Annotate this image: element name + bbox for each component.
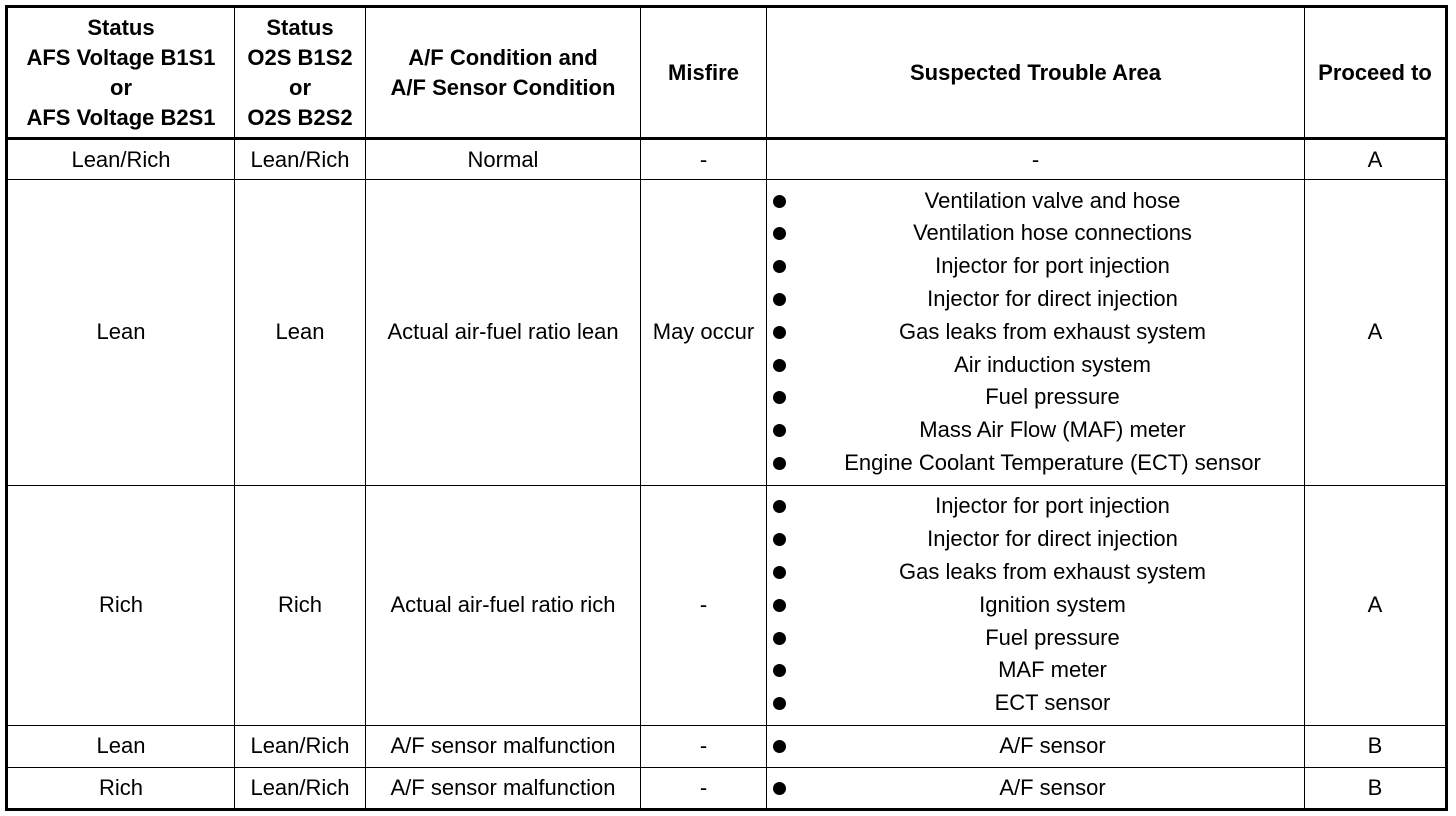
cell-proceed-to: A: [1305, 180, 1447, 485]
trouble-area-list: [770, 772, 1301, 805]
cell-o2s: Lean/Rich: [235, 725, 366, 767]
header-line: A/F Sensor Condition: [390, 74, 616, 100]
trouble-area-text: Air induction system: [954, 351, 1151, 377]
header-af-condition: [366, 7, 641, 139]
header-line: AFS Voltage B1S1: [26, 44, 216, 70]
list-item: [770, 490, 1301, 523]
cell-af-condition: A/F sensor malfunction: [366, 725, 641, 767]
trouble-area-text: Mass Air Flow (MAF) meter: [919, 417, 1186, 443]
bullet-icon: [773, 326, 786, 339]
bullet-icon: [773, 697, 786, 710]
list-item: [770, 687, 1301, 720]
cell-misfire: -: [641, 725, 767, 767]
list-item: [770, 185, 1301, 218]
list-item: [770, 772, 1301, 805]
table-header: [7, 7, 1447, 139]
trouble-area-text: ECT sensor: [994, 690, 1111, 716]
trouble-area-text: Ignition system: [979, 591, 1126, 617]
list-item: [770, 523, 1301, 556]
header-suspected-area: Suspected Trouble Area: [767, 7, 1305, 139]
trouble-area-text: Injector for direct injection: [927, 526, 1178, 552]
cell-misfire: May occur: [641, 180, 767, 485]
trouble-area-text: A/F sensor: [999, 774, 1106, 800]
cell-o2s: Lean/Rich: [235, 767, 366, 809]
list-item: [770, 283, 1301, 316]
header-line: or: [110, 74, 132, 100]
header-afs-voltage: [7, 7, 235, 139]
cell-afs-voltage: Rich: [7, 485, 235, 725]
cell-misfire: -: [641, 767, 767, 809]
trouble-area-text: Ventilation valve and hose: [924, 187, 1181, 213]
bullet-icon: [773, 424, 786, 437]
header-line: A/F Condition and: [408, 44, 598, 70]
trouble-area-text: Injector for port injection: [935, 493, 1170, 519]
trouble-area-text: Gas leaks from exhaust system: [899, 558, 1206, 584]
bullet-icon: [773, 599, 786, 612]
cell-suspected-area: [767, 180, 1305, 485]
trouble-area-text: Fuel pressure: [985, 384, 1120, 410]
cell-afs-voltage: Lean: [7, 180, 235, 485]
cell-o2s: Lean: [235, 180, 366, 485]
header-line: Status: [87, 14, 155, 40]
header-line: O2S B1S2: [247, 44, 353, 70]
cell-proceed-to: A: [1305, 139, 1447, 180]
list-item: [770, 250, 1301, 283]
cell-proceed-to: B: [1305, 725, 1447, 767]
list-item: [770, 654, 1301, 687]
bullet-icon: [773, 195, 786, 208]
header-o2s: [235, 7, 366, 139]
table-row: [7, 725, 1447, 767]
list-item: [770, 447, 1301, 480]
list-item: [770, 622, 1301, 655]
table-row: [7, 767, 1447, 809]
bullet-icon: [773, 457, 786, 470]
list-item: [770, 414, 1301, 447]
trouble-area-text: Engine Coolant Temperature (ECT) sensor: [844, 450, 1261, 476]
bullet-icon: [773, 566, 786, 579]
diagnosis-table: [5, 5, 1448, 811]
list-item: [770, 316, 1301, 349]
trouble-area-text: Ventilation hose connections: [913, 220, 1192, 246]
cell-o2s: Rich: [235, 485, 366, 725]
cell-suspected-area: [767, 485, 1305, 725]
cell-af-condition: Normal: [366, 139, 641, 180]
cell-afs-voltage: Lean: [7, 725, 235, 767]
cell-suspected-area: -: [767, 139, 1305, 180]
cell-af-condition: Actual air-fuel ratio rich: [366, 485, 641, 725]
trouble-area-text: Gas leaks from exhaust system: [899, 318, 1206, 344]
bullet-icon: [773, 632, 786, 645]
table-row: [7, 485, 1447, 725]
trouble-area-list: [770, 185, 1301, 480]
list-item: [770, 556, 1301, 589]
bullet-icon: [773, 533, 786, 546]
table-row: [7, 139, 1447, 180]
cell-af-condition: Actual air-fuel ratio lean: [366, 180, 641, 485]
header-line: AFS Voltage B2S1: [26, 104, 216, 130]
header-row: [7, 7, 1447, 139]
bullet-icon: [773, 782, 786, 795]
bullet-icon: [773, 664, 786, 677]
table-row: [7, 180, 1447, 485]
trouble-area-list: [770, 730, 1301, 763]
bullet-icon: [773, 391, 786, 404]
cell-af-condition: A/F sensor malfunction: [366, 767, 641, 809]
cell-proceed-to: A: [1305, 485, 1447, 725]
header-line: Status: [266, 14, 334, 40]
trouble-area-text: Injector for direct injection: [927, 286, 1178, 312]
list-item: [770, 217, 1301, 250]
header-proceed-to: Proceed to: [1305, 7, 1447, 139]
trouble-area-text: MAF meter: [998, 657, 1107, 683]
trouble-area-text: A/F sensor: [999, 732, 1106, 758]
bullet-icon: [773, 260, 786, 273]
cell-afs-voltage: Lean/Rich: [7, 139, 235, 180]
bullet-icon: [773, 227, 786, 240]
list-item: [770, 381, 1301, 414]
bullet-icon: [773, 293, 786, 306]
cell-misfire: -: [641, 485, 767, 725]
header-misfire: Misfire: [641, 7, 767, 139]
bullet-icon: [773, 740, 786, 753]
cell-misfire: -: [641, 139, 767, 180]
cell-afs-voltage: Rich: [7, 767, 235, 809]
trouble-area-list: [770, 490, 1301, 720]
header-line: O2S B2S2: [247, 104, 353, 130]
table-body: [7, 139, 1447, 810]
trouble-area-text: Injector for port injection: [935, 253, 1170, 279]
list-item: [770, 589, 1301, 622]
list-item: [770, 349, 1301, 382]
cell-suspected-area: [767, 767, 1305, 809]
cell-proceed-to: B: [1305, 767, 1447, 809]
cell-o2s: Lean/Rich: [235, 139, 366, 180]
cell-suspected-area: [767, 725, 1305, 767]
list-item: [770, 730, 1301, 763]
bullet-icon: [773, 359, 786, 372]
trouble-area-text: Fuel pressure: [985, 624, 1120, 650]
bullet-icon: [773, 500, 786, 513]
header-line: or: [289, 74, 311, 100]
